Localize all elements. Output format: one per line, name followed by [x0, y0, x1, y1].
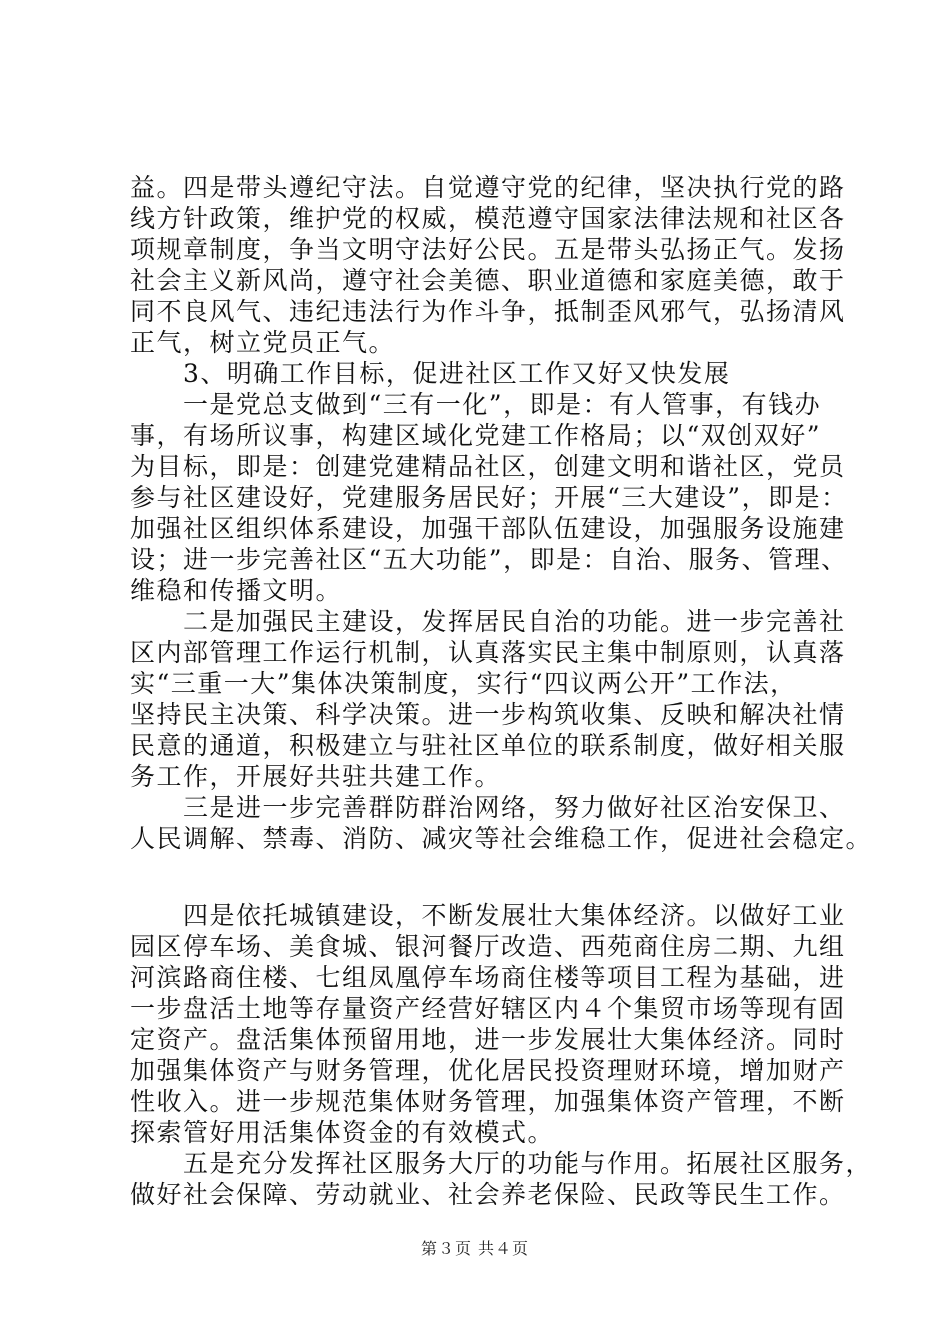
text-line: 正气，树立党员正气。: [130, 328, 396, 357]
page-number-footer: 第３页 共４页: [420, 1239, 530, 1258]
paragraph-gap: [130, 854, 830, 900]
text-line: 性收入。进一步规范集体财务管理，加强集体资产管理，不断: [130, 1087, 846, 1116]
text-line: 事，有场所议事，构建区域化党建工作格局；以“双创双好”: [130, 421, 822, 450]
text-line: 民意的通道，积极建立与驻社区单位的联系制度，做好相关服: [130, 731, 846, 760]
text-line: 五是充分发挥社区服务大厅的功能与作用。拓展社区服务，: [130, 1149, 873, 1178]
text-line: 四是依托城镇建设，不断发展壮大集体经济。以做好工业: [130, 901, 846, 930]
text-line: 加强社区组织体系建设，加强干部队伍建设，加强服务设施建: [130, 514, 846, 543]
text-line: 务工作，开展好共驻共建工作。: [130, 762, 502, 791]
text-line: 做好社会保障、劳动就业、社会养老保险、民政等民生工作。: [130, 1180, 846, 1209]
document-body: [130, 172, 873, 1210]
text-line: 区内部管理工作运行机制，认真落实民主集中制原则，认真落: [130, 638, 846, 667]
text-line: 同不良风气、违纪违法行为作斗争，抵制歪风邪气，弘扬清风: [130, 297, 846, 326]
text-line: 维稳和传播文明。: [130, 576, 343, 605]
text-line: 参与社区建设好，党建服务居民好；开展“三大建设”，即是：: [130, 483, 848, 512]
text-line: 为目标，即是：创建党建精品社区，创建文明和谐社区，党员: [130, 452, 846, 481]
text-line: 二是加强民主建设，发挥居民自治的功能。进一步完善社: [130, 607, 846, 636]
text-line: 社会主义新风尚，遵守社会美德、职业道德和家庭美德，敢于: [130, 266, 846, 295]
text-line: 线方针政策，维护党的权威，模范遵守国家法律法规和社区各: [130, 204, 846, 233]
text-line: 一步盘活土地等存量资产经营好辖区内４个集贸市场等现有固: [130, 994, 846, 1023]
text-line: 人民调解、禁毒、消防、减灾等社会维稳工作，促进社会稳定。: [130, 824, 873, 853]
text-line: 坚持民主决策、科学决策。进一步构筑收集、反映和解决社情: [130, 700, 846, 729]
text-line: 探索管好用活集体资金的有效模式。: [130, 1118, 555, 1147]
text-line: 项规章制度，争当文明守法好公民。五是带头弘扬正气。发扬: [130, 235, 846, 264]
section-heading: 3、明确工作目标，促进社区工作又好又快发展: [130, 359, 731, 388]
text-line: 设；进一步完善社区“五大功能”，即是：自治、服务、管理、: [130, 545, 848, 574]
text-line: 实“三重一大”集体决策制度，实行“四议两公开”工作法，: [130, 669, 797, 698]
text-line: 三是进一步完善群防群治网络，努力做好社区治安保卫、: [130, 793, 846, 822]
text-line: 定资产。盘活集体预留用地，进一步发展壮大集体经济。同时: [130, 1025, 846, 1054]
text-line: 园区停车场、美食城、银河餐厅改造、西苑商住房二期、九组: [130, 932, 846, 961]
text-line: 河滨路商住楼、七组凤凰停车场商住楼等项目工程为基础，进: [130, 963, 846, 992]
text-line: 加强集体资产与财务管理，优化居民投资理财环境，增加财产: [130, 1056, 846, 1085]
text-line: 一是党总支做到“三有一化”，即是：有人管事，有钱办: [130, 390, 822, 419]
text-line: 益。四是带头遵纪守法。自觉遵守党的纪律，坚决执行党的路: [130, 173, 846, 202]
